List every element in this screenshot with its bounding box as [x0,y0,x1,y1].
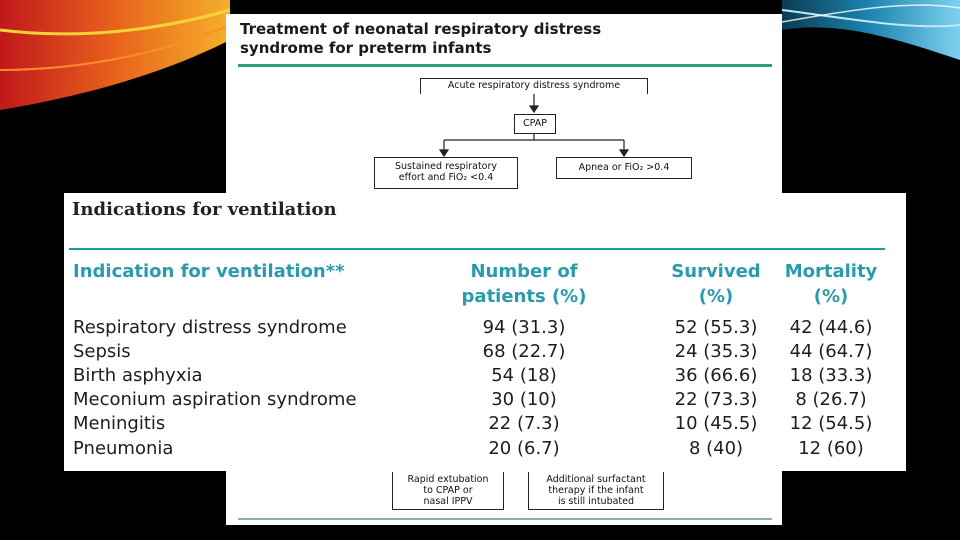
column-header-line: Indication for ventilation** [73,261,345,282]
column-header-line: Mortality [784,261,878,282]
cell-indication: Respiratory distress syndrome [73,317,347,338]
flow-box-line: therapy if the infant [548,485,644,496]
flow-box-line: Additional surfactant [546,474,646,485]
flow-box-text: Apnea or FiO₂ >0.4 [578,162,670,173]
cell-number: 22 (7.3) [488,413,560,434]
cell-survived: 52 (55.3) [674,317,758,338]
column-header-number [424,259,624,309]
ventilation-table-image [64,193,906,471]
cell-number: 54 (18) [491,365,557,386]
cell-mortality: 18 (33.3) [789,365,873,386]
flow-box-apnea [556,157,692,179]
column-header-indication [73,259,345,284]
cell-mortality: 12 (54.5) [789,413,873,434]
cell-mortality: 12 (60) [798,438,864,459]
cell-survived: 36 (66.6) [674,365,758,386]
flow-box-line: nasal IPPV [423,496,473,507]
cell-indication: Sepsis [73,341,131,362]
cell-indication: Pneumonia [73,438,174,459]
flowchart-bottom-divider [238,518,772,520]
flow-box-additional-surfactant [528,472,664,510]
flow-box-rapid-extubation [392,472,504,510]
flow-box-text: Acute respiratory distress syndrome [447,80,621,91]
cell-survived: 8 (40) [688,438,744,459]
cell-survived: 24 (35.3) [674,341,758,362]
column-header-line: (%) [698,286,734,307]
flow-box-text: CPAP [523,118,547,129]
table-row [64,413,906,437]
cell-number: 20 (6.7) [488,438,560,459]
table-row [64,438,906,462]
cell-number: 94 (31.3) [482,317,566,338]
table-row [64,317,906,341]
flow-box-line: effort and FiO₂ <0.4 [398,172,494,183]
column-header-line: Survived [671,261,761,282]
cell-indication: Birth asphyxia [73,365,203,386]
table-title: Indications for ventilation [72,199,337,220]
cell-mortality: 42 (44.6) [789,317,873,338]
cell-mortality: 44 (64.7) [789,341,873,362]
table-row [64,341,906,365]
flow-box-sustained-effort [374,157,518,189]
flow-box-line: Sustained respiratory [394,161,498,172]
flow-box-line: is still intubated [557,496,635,507]
cell-mortality: 8 (26.7) [795,389,867,410]
table-row [64,389,906,413]
flow-box-ards [420,78,648,94]
flowchart-title-line: syndrome for preterm infants [240,39,492,57]
column-header-line: (%) [813,286,849,307]
cell-indication: Meconium aspiration syndrome [73,389,357,410]
cell-indication: Meningitis [73,413,166,434]
column-header-line: Number of [470,261,578,282]
table-row [64,365,906,389]
cell-number: 68 (22.7) [482,341,566,362]
flow-box-cpap [514,114,556,134]
column-header-line: patients (%) [461,286,587,307]
flow-box-line: Rapid extubation [407,474,489,485]
cell-survived: 22 (73.3) [674,389,758,410]
cell-survived: 10 (45.5) [674,413,758,434]
column-header-mortality [746,259,916,309]
flow-box-line: to CPAP or [423,485,473,496]
cell-number: 30 (10) [491,389,557,410]
table-title-divider [69,248,885,250]
flowchart-title-line: Treatment of neonatal respiratory distress [240,20,602,38]
